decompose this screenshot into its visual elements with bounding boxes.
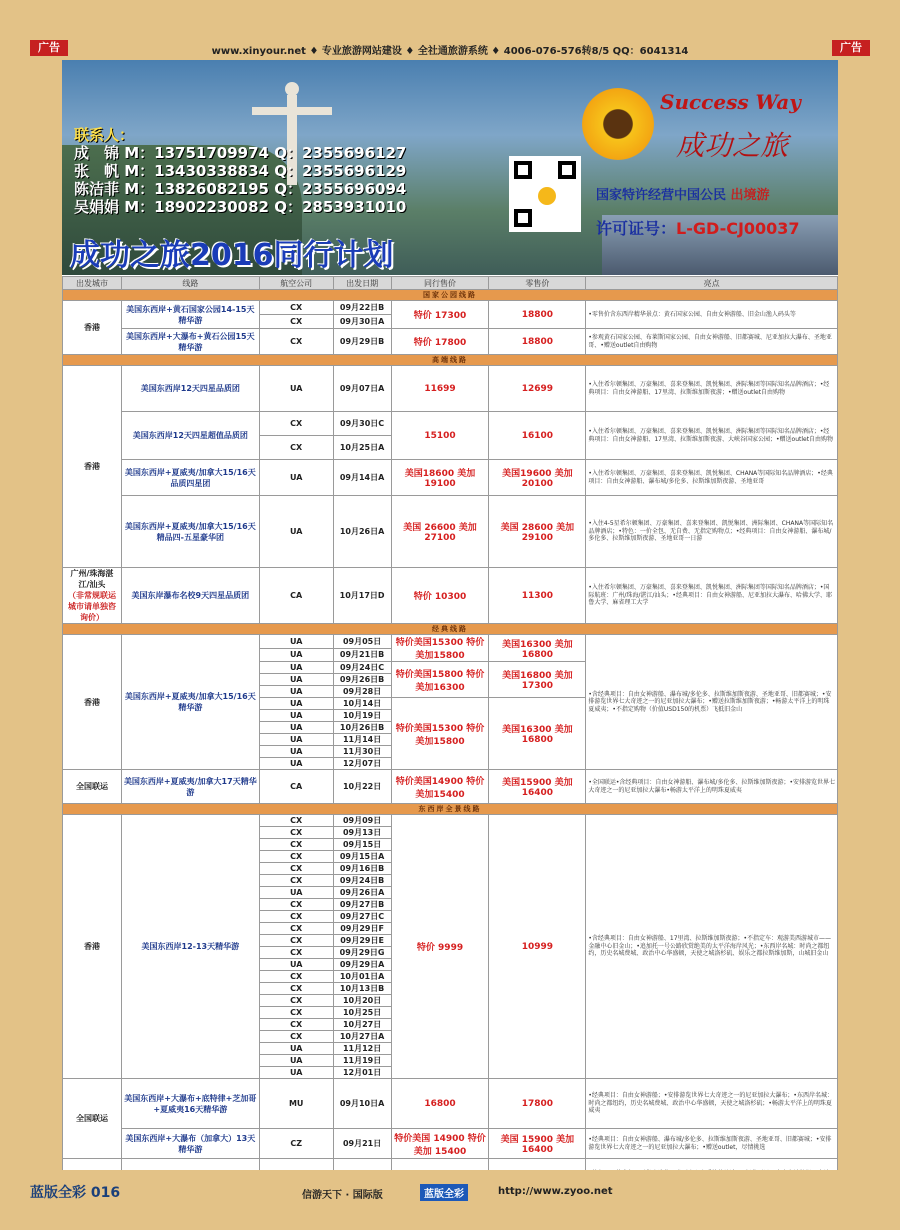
table-cell: 09月21日B bbox=[333, 648, 391, 662]
table-cell: 10月25日A bbox=[333, 436, 391, 460]
table-cell: 美国东西岸+夏威夷/加拿大15/16天精品四-五星豪华团 bbox=[121, 496, 259, 568]
table-cell: UA bbox=[259, 959, 333, 971]
table-cell: CA bbox=[259, 770, 333, 804]
table-cell: CX bbox=[259, 815, 333, 827]
table-cell: 经典线路 bbox=[63, 624, 838, 635]
table-cell: CA bbox=[259, 568, 333, 624]
table-cell: CX bbox=[259, 851, 333, 863]
table-cell: CZ bbox=[259, 1129, 333, 1159]
col-header: 线路 bbox=[121, 277, 259, 290]
table-cell: 10月27日A bbox=[333, 1031, 391, 1043]
contacts-title: 联系人： bbox=[74, 126, 135, 144]
table-cell: •含经典项目：自由女神游船、17里湾、拉斯维加斯夜游；•不指定车：观游美西游城市——金融中心旧金山；•追加托一号公路欣赏绝美的太平洋海岸风光；•东西岸名城：时尚之都纽约，历史名城费城、政治中心华盛顿，天使之城洛杉矶、娱乐之都拉斯维加斯，山城旧金山 bbox=[586, 815, 838, 1079]
table-cell: 美国 15900 美加 16400 bbox=[489, 1129, 586, 1159]
table-cell: •入住希尔顿集团、万豪集团、喜来登集团、凯悦集团、洲际集团等国际知名品牌酒店；•国际航班：广州/珠海/湛江/汕头；•经典项目：自由女神游船、尼亚加拉大瀑布、哈佛大学、耶鲁大学、麻省理工大学 bbox=[586, 568, 838, 624]
table-cell: UA bbox=[259, 686, 333, 698]
ad-label-left: 广告 bbox=[30, 40, 68, 56]
col-header: 零售价 bbox=[489, 277, 586, 290]
table-cell: •含经典项目：自由女神游船、瀑布城/多伦多、拉斯维加斯夜游、圣地亚哥、旧都赛城；•安排游览世界七大奇迹之一的尼亚加拉大瀑布；•赠送拉斯维加斯夜游；•畅游太平洋上的明珠夏威夷；•不指定购物（价值USD150的机票）飞抵旧金山 bbox=[586, 635, 838, 770]
table-cell: 09月14日A bbox=[333, 460, 391, 496]
table-cell: CX bbox=[259, 1019, 333, 1031]
table-cell: 09月05日 bbox=[333, 635, 391, 649]
table-cell: 11月19日 bbox=[333, 1055, 391, 1067]
table-cell: 09月29日E bbox=[333, 935, 391, 947]
table-cell: 09月16日B bbox=[333, 863, 391, 875]
table-cell: 美国东西岸+大瀑布+底特律+芝加哥+夏威夷16天精华游 bbox=[121, 1079, 259, 1129]
table-cell: 16800 bbox=[391, 1079, 489, 1129]
table-cell: 美国东岸瀑布名校9天四星品质团 bbox=[121, 568, 259, 624]
table-cell: CX bbox=[259, 412, 333, 436]
table-cell: UA bbox=[259, 746, 333, 758]
table-cell: CX bbox=[259, 875, 333, 887]
table-cell: 香港 bbox=[63, 815, 122, 1079]
table-cell: •经典项目：自由女神游船、瀑布城/多伦多、拉斯维加斯夜游、圣地亚哥、旧都赛城；•安排游览世界七大奇迹之一的尼亚加拉大瀑布；•赠送outlet，尽情挑选 bbox=[586, 1129, 838, 1159]
table-row bbox=[63, 366, 838, 412]
table-cell: UA bbox=[259, 460, 333, 496]
contact-row: 吴娟娟 M：18902230082 Q：2853931010 bbox=[74, 198, 407, 216]
col-header: 亮点 bbox=[586, 277, 838, 290]
table-cell: 美国 28600 美加 29100 bbox=[489, 496, 586, 568]
table-cell: UA bbox=[259, 710, 333, 722]
qr-code-icon bbox=[509, 156, 581, 232]
footer bbox=[0, 1170, 900, 1230]
table-cell: UA bbox=[259, 758, 333, 770]
table-cell: UA bbox=[259, 887, 333, 899]
table-cell: 美国东西岸12天四星品质团 bbox=[121, 366, 259, 412]
table-cell: 美国东西岸12天四星超值品质团 bbox=[121, 412, 259, 460]
table-cell: CX bbox=[259, 1031, 333, 1043]
table-row bbox=[63, 460, 838, 496]
footer-page-label: 蓝版全彩 016 bbox=[30, 1185, 121, 1201]
section-header bbox=[63, 804, 838, 815]
table-cell: 美国19600 美加20100 bbox=[489, 460, 586, 496]
table-cell: 09月27日C bbox=[333, 911, 391, 923]
table-cell: 12月07日 bbox=[333, 758, 391, 770]
table-cell: •经典项目：自由女神游船；•安排游览世界七大奇迹之一的尼亚加拉大瀑布；•东西岸名城：时尚之都纽约，历史名城费城、政治中心华盛顿，天使之城洛杉矶；•畅游太平洋上的明珠夏威夷 bbox=[586, 1079, 838, 1129]
tour-table bbox=[62, 276, 838, 1197]
table-cell: 09月22日B bbox=[333, 301, 391, 315]
ad-label-right: 广告 bbox=[832, 40, 870, 56]
table-cell: UA bbox=[259, 366, 333, 412]
table-cell: UA bbox=[259, 635, 333, 649]
table-cell: 美国东西岸+黄石国家公园14-15天精华游 bbox=[121, 301, 259, 329]
table-cell: 特价 17300 bbox=[391, 301, 489, 329]
table-cell: UA bbox=[259, 496, 333, 568]
table-cell: 16100 bbox=[489, 412, 586, 460]
table-cell: CX bbox=[259, 947, 333, 959]
table-cell: 美国东西岸+大瀑布+黄石公园15天精华游 bbox=[121, 329, 259, 355]
table-cell: 美国东西岸+夏威夷/加拿大17天精华游 bbox=[121, 770, 259, 804]
table-cell: 09月21日 bbox=[333, 1129, 391, 1159]
table-cell: 11月14日 bbox=[333, 734, 391, 746]
table-row bbox=[63, 568, 838, 624]
section-header bbox=[63, 624, 838, 635]
table-row bbox=[63, 770, 838, 804]
footer-url[interactable]: http://www.zyoo.net bbox=[498, 1186, 613, 1197]
table-cell: 11699 bbox=[391, 366, 489, 412]
brand-name-cn: 成功之旅 bbox=[676, 129, 789, 162]
table-cell: CX bbox=[259, 827, 333, 839]
table-cell: CX bbox=[259, 935, 333, 947]
table-cell: 09月29日B bbox=[333, 329, 391, 355]
col-header: 航空公司 bbox=[259, 277, 333, 290]
table-cell: •入住4-5星希尔顿集团、万豪集团、喜来登集团、凯悦集团、洲际集团、CHANA等国际知名品牌酒店；•特色：一价全包、无自费、无指定购物点；•经典项目：自由女神游船、瀑布城/多伦多、拉斯维加斯夜游、圣地亚哥一日游 bbox=[586, 496, 838, 568]
contact-row: 成 锦 M：13751709974 Q：2355696127 bbox=[74, 144, 407, 162]
table-cell: 12699 bbox=[489, 366, 586, 412]
table-cell: UA bbox=[259, 698, 333, 710]
col-header: 出发城市 bbox=[63, 277, 122, 290]
table-cell: 香港 bbox=[63, 366, 122, 568]
table-cell: 10999 bbox=[489, 815, 586, 1079]
table-cell: CX bbox=[259, 839, 333, 851]
table-cell: 10月17日D bbox=[333, 568, 391, 624]
table-cell: UA bbox=[259, 674, 333, 686]
table-row bbox=[63, 1079, 838, 1129]
table-cell: 10月26日A bbox=[333, 496, 391, 568]
banner bbox=[62, 60, 838, 275]
table-cell: CX bbox=[259, 436, 333, 460]
table-cell: 09月29日G bbox=[333, 947, 391, 959]
table-cell: 11月30日 bbox=[333, 746, 391, 758]
section-header bbox=[63, 355, 838, 366]
table-cell: 美国18600 美加19100 bbox=[391, 460, 489, 496]
table-cell: 特价美国 14900 特价美加 15400 bbox=[391, 1129, 489, 1159]
table-cell: •入住希尔顿集团、万豪集团、喜来登集团、凯悦集团、CHANA等国际知名品牌酒店；•经典项目：自由女神游船、瀑布城/多伦多、拉斯维加斯夜游、圣地亚哥 bbox=[586, 460, 838, 496]
table-cell: 18800 bbox=[489, 329, 586, 355]
sheet bbox=[62, 60, 838, 1170]
table-cell: 18800 bbox=[489, 301, 586, 329]
table-cell: 特价美国14900 特价美加15400 bbox=[391, 770, 489, 804]
table-cell: UA bbox=[259, 1067, 333, 1079]
table-cell: 10月01日A bbox=[333, 971, 391, 983]
table-cell: CX bbox=[259, 329, 333, 355]
footer-badge: 蓝版全彩 bbox=[420, 1184, 468, 1201]
table-cell: UA bbox=[259, 722, 333, 734]
table-cell: 09月24日B bbox=[333, 875, 391, 887]
table-cell: 特价 17800 bbox=[391, 329, 489, 355]
table-cell: 10月20日 bbox=[333, 995, 391, 1007]
table-cell: 09月24日C bbox=[333, 662, 391, 674]
table-row bbox=[63, 329, 838, 355]
table-cell: CX bbox=[259, 971, 333, 983]
table-cell: 美国16800 美加17300 bbox=[489, 662, 586, 698]
table-cell: 10月25日 bbox=[333, 1007, 391, 1019]
table-cell: 09月26日B bbox=[333, 674, 391, 686]
table-cell: 美国15900 美加16400 bbox=[489, 770, 586, 804]
table-cell: 美国东西岸12-13天精华游 bbox=[121, 815, 259, 1079]
table-cell: 09月07日A bbox=[333, 366, 391, 412]
table-cell: 09月28日 bbox=[333, 686, 391, 698]
table-cell: 美国 26600 美加 27100 bbox=[391, 496, 489, 568]
table-cell: 09月29日A bbox=[333, 959, 391, 971]
table-cell: 10月26日B bbox=[333, 722, 391, 734]
table-cell: •参观黄石国家公园、布莱斯国家公园、自由女神游船、旧都赛城、尼亚加拉大瀑布、圣地亚哥、•赠送outlet自由购物 bbox=[586, 329, 838, 355]
table-row bbox=[63, 412, 838, 436]
table-cell: CX bbox=[259, 301, 333, 315]
license-line: 国家特许经营中国公民 出境游 bbox=[596, 188, 770, 203]
table-cell: 美国16300 美加16800 bbox=[489, 635, 586, 662]
table-cell: 高端线路 bbox=[63, 355, 838, 366]
table-cell: 东西岸全景线路 bbox=[63, 804, 838, 815]
col-header: 出发日期 bbox=[333, 277, 391, 290]
table-cell: 17800 bbox=[489, 1079, 586, 1129]
table-cell: MU bbox=[259, 1079, 333, 1129]
table-row bbox=[63, 635, 838, 649]
table-cell: CX bbox=[259, 923, 333, 935]
table-cell: 香港 bbox=[63, 301, 122, 355]
contact-row: 张 帆 M：13430338834 Q：2355696129 bbox=[74, 162, 407, 180]
table-cell: UA bbox=[259, 648, 333, 662]
table-cell: 10月22日 bbox=[333, 770, 391, 804]
table-cell: CX bbox=[259, 911, 333, 923]
table-cell: 09月13日 bbox=[333, 827, 391, 839]
table-cell: 全国联运 bbox=[63, 1079, 122, 1159]
city-cell: 广州/珠海湛 江/汕头 （非常规联运城市请单独咨询价） bbox=[63, 568, 122, 624]
sunflower-logo-icon bbox=[582, 88, 654, 160]
table-cell: 12月01日 bbox=[333, 1067, 391, 1079]
table-cell: CX bbox=[259, 863, 333, 875]
footer-slogan: 信游天下 · 国际版 bbox=[302, 1190, 383, 1201]
table-row bbox=[63, 496, 838, 568]
table-row bbox=[63, 1129, 838, 1159]
table-cell: UA bbox=[259, 662, 333, 674]
table-cell: •入住希尔顿集团、万豪集团、喜来登集团、凯悦集团、洲际集团等国际知名品牌酒店；•经典项目：自由女神游船、17里湾、拉斯维加斯夜游；•赠送outlet自由购物 bbox=[586, 366, 838, 412]
table-cell: 09月27日B bbox=[333, 899, 391, 911]
table-cell: 09月26日A bbox=[333, 887, 391, 899]
brand-name-en: Success Way bbox=[660, 90, 801, 114]
table-cell: 09月29日F bbox=[333, 923, 391, 935]
table-cell: UA bbox=[259, 1055, 333, 1067]
table-cell: 11月12日 bbox=[333, 1043, 391, 1055]
table-cell: 09月09日 bbox=[333, 815, 391, 827]
table-cell: 09月30日C bbox=[333, 412, 391, 436]
table-cell: 美国东西岸+夏威夷/加拿大15/16天精华游 bbox=[121, 635, 259, 770]
headline: 成功之旅2016同行计划 bbox=[70, 238, 394, 273]
contact-row: 陈洁菲 M：13826082195 Q：2355696094 bbox=[74, 180, 407, 198]
table-cell: CX bbox=[259, 899, 333, 911]
table-cell: 美国东西岸+夏威夷/加拿大15/16天品质四星团 bbox=[121, 460, 259, 496]
table-cell: 特价美国15300 特价美加15800 bbox=[391, 635, 489, 662]
table-cell: 09月10日A bbox=[333, 1079, 391, 1129]
table-cell: 10月13日B bbox=[333, 983, 391, 995]
table-cell: UA bbox=[259, 1043, 333, 1055]
table-cell: •入住希尔顿集团、万豪集团、喜来登集团、凯悦集团、洲际集团等国际知名品牌酒店；•经典项目：自由女神游船、17里湾、拉斯维加斯夜游、大峡谷国家公园；•赠送outlet自由购物 bbox=[586, 412, 838, 460]
table-cell: CX bbox=[259, 315, 333, 329]
table-cell: CX bbox=[259, 995, 333, 1007]
table-cell: 美国16300 美加16800 bbox=[489, 698, 586, 770]
table-cell: UA bbox=[259, 734, 333, 746]
table-cell: CX bbox=[259, 983, 333, 995]
table-cell: CX bbox=[259, 1007, 333, 1019]
table-cell: 10月14日 bbox=[333, 698, 391, 710]
table-cell: 15100 bbox=[391, 412, 489, 460]
col-header: 同行售价 bbox=[391, 277, 489, 290]
table-cell: 特价美国15800 特价美加16300 bbox=[391, 662, 489, 698]
table-cell: 香港 bbox=[63, 635, 122, 770]
table-row bbox=[63, 301, 838, 315]
table-cell: 11300 bbox=[489, 568, 586, 624]
table-cell: 特价 9999 bbox=[391, 815, 489, 1079]
table-cell: 全国联运 bbox=[63, 770, 122, 804]
table-cell: 国家公园线路 bbox=[63, 290, 838, 301]
table-cell: 09月15日 bbox=[333, 839, 391, 851]
license-number: 许可证号：L-GD-CJ00037 bbox=[596, 219, 800, 238]
table-header-row bbox=[63, 277, 838, 290]
contact-topline: www.xinyour.net ♦ 专业旅游网站建设 ♦ 全社通旅游系统 ♦ 4006-076-576转8/5 QQ：6041314 bbox=[211, 46, 689, 57]
table-cell: 特价美国15300 特价美加15800 bbox=[391, 698, 489, 770]
section-header bbox=[63, 290, 838, 301]
table-row bbox=[63, 815, 838, 827]
table-cell: 特价 10300 bbox=[391, 568, 489, 624]
table-cell: 09月15日A bbox=[333, 851, 391, 863]
table-cell: 10月19日 bbox=[333, 710, 391, 722]
contacts-block bbox=[74, 126, 406, 216]
table-cell: 美国东西岸+大瀑布（加拿大）13天精华游 bbox=[121, 1129, 259, 1159]
table-cell: 09月30日A bbox=[333, 315, 391, 329]
table-cell: •全国联运•含经典项目：自由女神游船、瀑布城/多伦多、拉斯维加斯夜游；•安排游览世界七大奇迹之一的尼亚加拉大瀑布•畅游太平洋上的明珠夏威夷 bbox=[586, 770, 838, 804]
table-cell: 10月27日 bbox=[333, 1019, 391, 1031]
table-cell: •零售价含东西岸精华景点：黄石国家公园、自由女神游船、旧金山渔人码头等 bbox=[586, 301, 838, 329]
